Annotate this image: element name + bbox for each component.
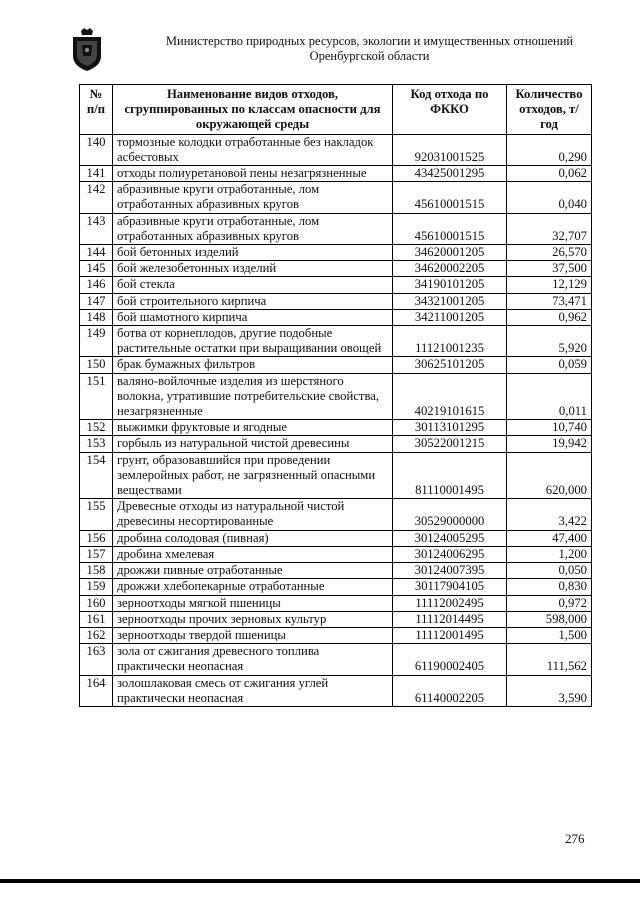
- organization-line-1: Министерство природных ресурсов, экологии и имущественных отношений: [165, 34, 574, 48]
- row-number: 145: [80, 261, 113, 277]
- waste-quantity: 3,590: [507, 675, 592, 706]
- waste-name: грунт, образовавшийся при проведении землеройных работ, не загрязненный опасными веществами: [113, 452, 393, 499]
- organization-line-2: Оренбургской области: [309, 49, 430, 63]
- waste-name: абразивные круги отработанные, лом отработанных абразивных кругов: [113, 182, 393, 213]
- row-number: 159: [80, 579, 113, 595]
- waste-quantity: 0,962: [507, 309, 592, 325]
- fkko-code: 34211001205: [393, 309, 507, 325]
- row-number: 150: [80, 357, 113, 373]
- row-number: 146: [80, 277, 113, 293]
- waste-name: отходы полиуретановой пены незагрязненные: [113, 166, 393, 182]
- fkko-code: 34620001205: [393, 245, 507, 261]
- row-number: 141: [80, 166, 113, 182]
- waste-name: бой стекла: [113, 277, 393, 293]
- waste-quantity: 3,422: [507, 499, 592, 530]
- table-row: [80, 309, 592, 325]
- table-row: [80, 452, 592, 499]
- waste-name: бой бетонных изделий: [113, 245, 393, 261]
- table-row: [80, 644, 592, 675]
- table-row: [80, 134, 592, 165]
- fkko-code: 43425001295: [393, 166, 507, 182]
- waste-name: Древесные отходы из натуральной чистой древесины несортированные: [113, 499, 393, 530]
- table-row: [80, 261, 592, 277]
- fkko-code: 81110001495: [393, 452, 507, 499]
- fkko-code: 45610001515: [393, 213, 507, 244]
- row-number: 153: [80, 436, 113, 452]
- waste-name: бой строительного кирпича: [113, 293, 393, 309]
- row-number: 148: [80, 309, 113, 325]
- fkko-code: 30522001215: [393, 436, 507, 452]
- waste-quantity: 620,000: [507, 452, 592, 499]
- table-row: [80, 326, 592, 357]
- table-row: [80, 675, 592, 706]
- waste-quantity: 0,290: [507, 134, 592, 165]
- waste-name: золошлаковая смесь от сжигания углей практически неопасная: [113, 675, 393, 706]
- waste-name: зола от сжигания древесного топлива практически неопасная: [113, 644, 393, 675]
- waste-name: зерноотходы прочих зерновых культур: [113, 611, 393, 627]
- table-row: [80, 245, 592, 261]
- fkko-code: 30124006295: [393, 546, 507, 562]
- page-number: 276: [565, 831, 585, 846]
- fkko-code: 11112014495: [393, 611, 507, 627]
- coat-of-arms-icon: [70, 26, 104, 72]
- waste-quantity: 37,500: [507, 261, 592, 277]
- fkko-code: 30124005295: [393, 530, 507, 546]
- table-row: [80, 595, 592, 611]
- waste-quantity: 0,011: [507, 373, 592, 420]
- table-row: [80, 563, 592, 579]
- waste-name: бой шамотного кирпича: [113, 309, 393, 325]
- fkko-code: 11121001235: [393, 326, 507, 357]
- table-row: [80, 277, 592, 293]
- waste-name: дробина хмелевая: [113, 546, 393, 562]
- waste-name: бой железобетонных изделий: [113, 261, 393, 277]
- waste-quantity: 0,062: [507, 166, 592, 182]
- waste-quantity: 10,740: [507, 420, 592, 436]
- waste-name: дробина солодовая (пивная): [113, 530, 393, 546]
- fkko-code: 11112002495: [393, 595, 507, 611]
- waste-quantity: 0,830: [507, 579, 592, 595]
- table-header-row: [80, 85, 592, 135]
- waste-name: зерноотходы мягкой пшеницы: [113, 595, 393, 611]
- waste-name: выжимки фруктовые и ягодные: [113, 420, 393, 436]
- waste-quantity: 111,562: [507, 644, 592, 675]
- table-row: [80, 499, 592, 530]
- row-number: 161: [80, 611, 113, 627]
- waste-quantity: 1,500: [507, 627, 592, 643]
- table-row: [80, 182, 592, 213]
- table-row: [80, 293, 592, 309]
- fkko-code: 34620002205: [393, 261, 507, 277]
- waste-quantity: 598,000: [507, 611, 592, 627]
- row-number: 147: [80, 293, 113, 309]
- waste-quantity: 19,942: [507, 436, 592, 452]
- row-number: 144: [80, 245, 113, 261]
- table-row: [80, 579, 592, 595]
- table-row: [80, 627, 592, 643]
- table-row: [80, 530, 592, 546]
- waste-quantity: 47,400: [507, 530, 592, 546]
- fkko-code: 45610001515: [393, 182, 507, 213]
- row-number: 160: [80, 595, 113, 611]
- row-number: 149: [80, 326, 113, 357]
- table-row: [80, 357, 592, 373]
- waste-name: брак бумажных фильтров: [113, 357, 393, 373]
- row-number: 157: [80, 546, 113, 562]
- row-number: 164: [80, 675, 113, 706]
- fkko-code: 30117904105: [393, 579, 507, 595]
- fkko-code: 40219101615: [393, 373, 507, 420]
- row-number: 156: [80, 530, 113, 546]
- waste-name: валяно-войлочные изделия из шерстяного волокна, утратившие потребительские свойства, незагрязненные: [113, 373, 393, 420]
- row-number: 140: [80, 134, 113, 165]
- organization-name: [114, 34, 625, 64]
- column-header-number: № п/п: [80, 85, 113, 135]
- waste-quantity: 5,920: [507, 326, 592, 357]
- table-row: [80, 420, 592, 436]
- column-header-quantity: Количество отходов, т/год: [507, 85, 592, 135]
- row-number: 143: [80, 213, 113, 244]
- fkko-code: 92031001525: [393, 134, 507, 165]
- waste-quantity: 32,707: [507, 213, 592, 244]
- row-number: 151: [80, 373, 113, 420]
- waste-name: тормозные колодки отработанные без накладок асбестовых: [113, 134, 393, 165]
- waste-name: зерноотходы твердой пшеницы: [113, 627, 393, 643]
- table-row: [80, 546, 592, 562]
- row-number: 152: [80, 420, 113, 436]
- bottom-border-line: [0, 879, 640, 883]
- fkko-code: 11112001495: [393, 627, 507, 643]
- waste-quantity: 0,040: [507, 182, 592, 213]
- table-row: [80, 436, 592, 452]
- waste-quantity: 26,570: [507, 245, 592, 261]
- fkko-code: 34190101205: [393, 277, 507, 293]
- waste-name: горбыль из натуральной чистой древесины: [113, 436, 393, 452]
- table-row: [80, 611, 592, 627]
- table-row: [80, 373, 592, 420]
- fkko-code: 30124007395: [393, 563, 507, 579]
- waste-quantity: 0,050: [507, 563, 592, 579]
- waste-quantity: 12,129: [507, 277, 592, 293]
- table-row: [80, 166, 592, 182]
- row-number: 155: [80, 499, 113, 530]
- row-number: 154: [80, 452, 113, 499]
- waste-table: [79, 84, 592, 707]
- document-header: [70, 24, 625, 74]
- row-number: 158: [80, 563, 113, 579]
- fkko-code: 30529000000: [393, 499, 507, 530]
- waste-name: дрожжи хлебопекарные отработанные: [113, 579, 393, 595]
- fkko-code: 30625101205: [393, 357, 507, 373]
- row-number: 142: [80, 182, 113, 213]
- waste-quantity: 0,972: [507, 595, 592, 611]
- waste-name: абразивные круги отработанные, лом отработанных абразивных кругов: [113, 213, 393, 244]
- row-number: 163: [80, 644, 113, 675]
- fkko-code: 61190002405: [393, 644, 507, 675]
- column-header-name: Наименование видов отходов, сгруппированных по классам опасности для окружающей среды: [113, 85, 393, 135]
- row-number: 162: [80, 627, 113, 643]
- waste-quantity: 1,200: [507, 546, 592, 562]
- fkko-code: 61140002205: [393, 675, 507, 706]
- waste-name: дрожжи пивные отработанные: [113, 563, 393, 579]
- fkko-code: 30113101295: [393, 420, 507, 436]
- waste-quantity: 0,059: [507, 357, 592, 373]
- fkko-code: 34321001205: [393, 293, 507, 309]
- waste-quantity: 73,471: [507, 293, 592, 309]
- waste-name: ботва от корнеплодов, другие подобные растительные остатки при выращивании овощей: [113, 326, 393, 357]
- column-header-code: Код отхода по ФККО: [393, 85, 507, 135]
- table-row: [80, 213, 592, 244]
